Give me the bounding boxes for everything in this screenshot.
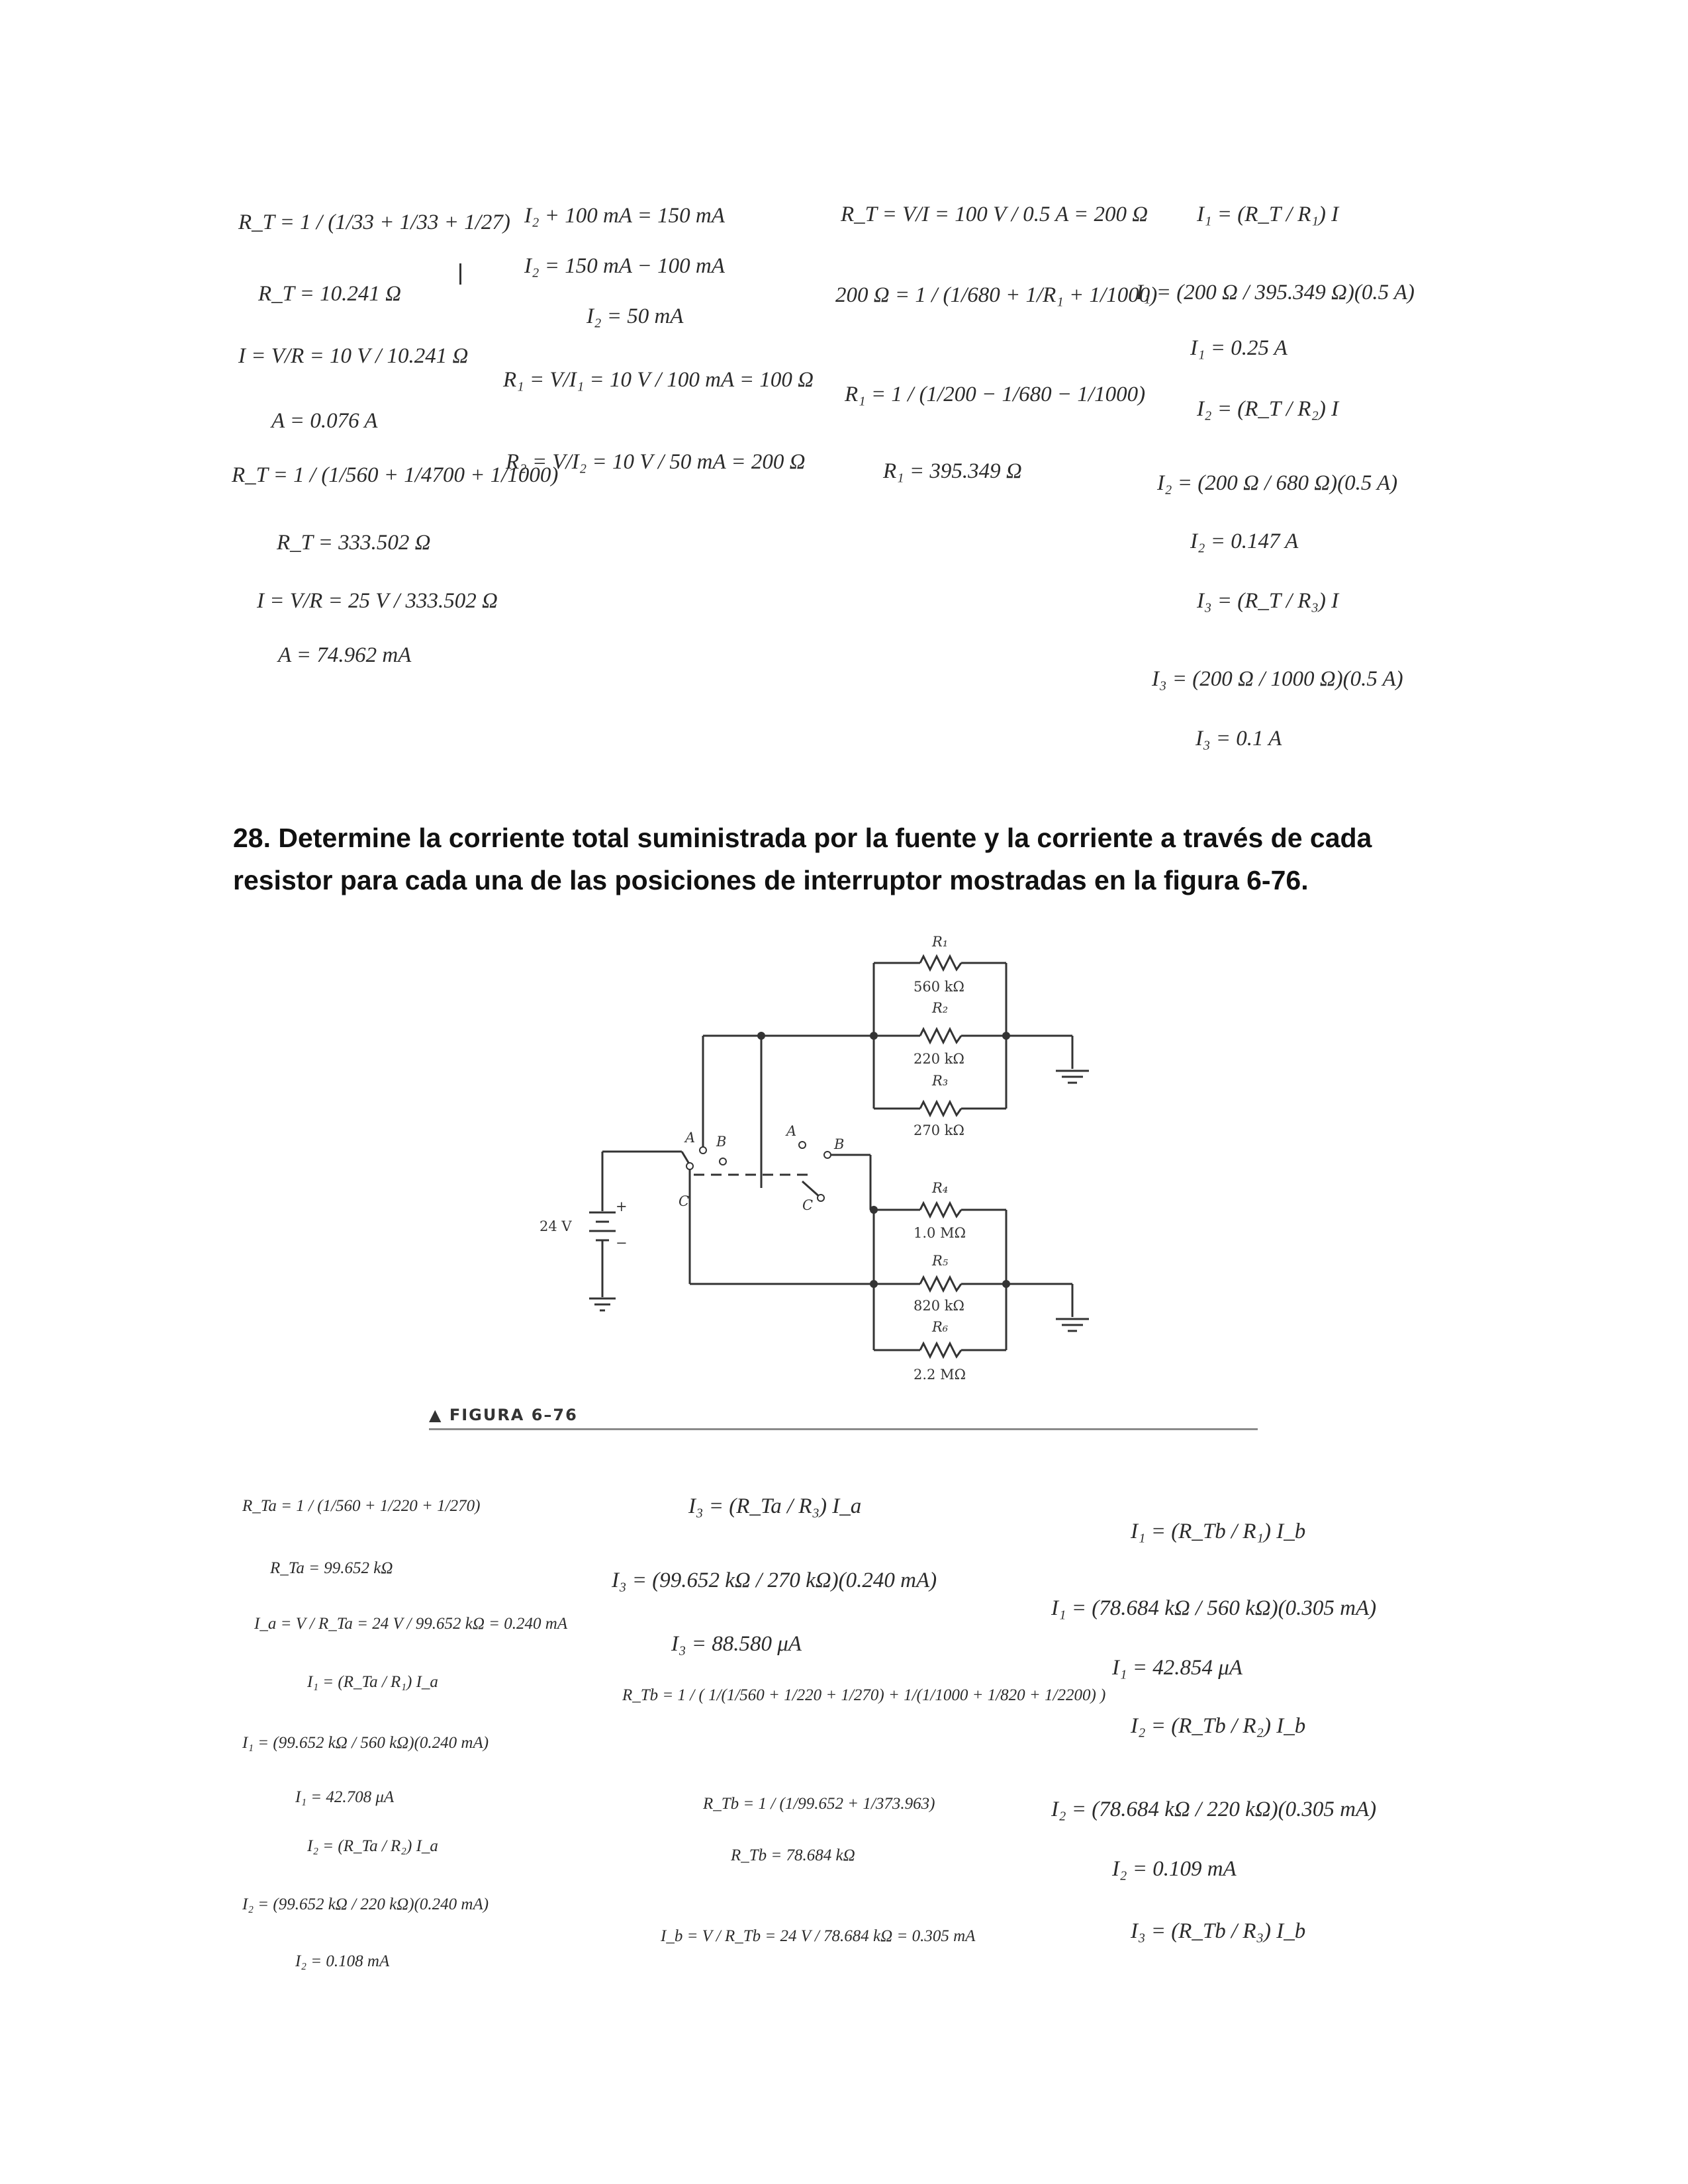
eq-b1c3-3: R₁ = 395.349 Ω (883, 459, 1022, 483)
eq-b1c4-5: I₂ = 0.147 A (1190, 529, 1299, 553)
figure-rule (429, 1428, 1258, 1430)
eq-b2c3-6: I₃ = (R_Tb / R₃) I_b (1131, 1919, 1306, 1943)
separator-mark (459, 263, 461, 285)
eq-b2c1-4: I₁ = (99.652 kΩ / 560 kΩ)(0.240 mA) (242, 1734, 489, 1752)
switch1-label-a: A (685, 1130, 696, 1146)
problem-heading: 28. Determine la corriente total suministrada por la fuente y la corriente a través de cada resistor para cada una de las posiciones de interruptor mostradas en la figura 6-76. (233, 823, 1372, 895)
switch2-label-b: B (834, 1136, 845, 1152)
eq-b1c4-1: I₁ = (200 Ω / 395.349 Ω)(0.5 A) (1136, 281, 1415, 304)
eq-b1c4-3: I₂ = (R_T / R₂) I (1197, 397, 1339, 421)
eq-b2c2-3: R_Tb = 1 / ( 1/(1/560 + 1/220 + 1/270) + 1/(1/1000 + 1/820 + 1/2200) ) (622, 1686, 1106, 1704)
eq-b1c1-5: R_T = 333.502 Ω (277, 531, 431, 555)
eq-b1c1-4: R_T = 1 / (1/560 + 1/4700 + 1/1000) (232, 463, 559, 487)
eq-b1c4-2: I₁ = 0.25 A (1190, 336, 1288, 360)
eq-b2c1-8: I₂ = 0.108 mA (295, 1952, 390, 1970)
eq-b1c1-7: A = 74.962 mA (278, 643, 412, 667)
r6-value: 2.2 MΩ (914, 1367, 966, 1383)
eq-b2c2-5: R_Tb = 78.684 kΩ (731, 1846, 855, 1864)
eq-b1c2-3: R₁ = V/I₁ = 10 V / 100 mA = 100 Ω (503, 368, 814, 392)
r5-name: R₅ (932, 1253, 949, 1269)
r1-name: R₁ (932, 934, 949, 950)
eq-b2c3-2: I₁ = 42.854 μA (1112, 1656, 1243, 1680)
eq-b2c1-2: I_a = V / R_Ta = 24 V / 99.652 kΩ = 0.240 mA (254, 1615, 568, 1633)
eq-b1c3-1: 200 Ω = 1 / (1/680 + 1/R₁ + 1/1000) (835, 283, 1158, 307)
eq-b2c1-7: I₂ = (99.652 kΩ / 220 kΩ)(0.240 mA) (242, 1895, 489, 1913)
eq-b1c4-4: I₂ = (200 Ω / 680 Ω)(0.5 A) (1157, 471, 1398, 495)
r2-name: R₂ (932, 1000, 949, 1016)
r1-value: 560 kΩ (914, 979, 964, 995)
svg-text:+: + (616, 1199, 628, 1214)
eq-b2c3-0: I₁ = (R_Tb / R₁) I_b (1131, 1520, 1306, 1543)
eq-b1c1-1: R_T = 10.241 Ω (258, 282, 402, 306)
svg-text:−: − (616, 1235, 628, 1251)
eq-b2c2-6: I_b = V / R_Tb = 24 V / 78.684 kΩ = 0.305 mA (661, 1927, 976, 1945)
eq-b2c1-5: I₁ = 42.708 μA (295, 1788, 395, 1806)
eq-b1c3-2: R₁ = 1 / (1/200 − 1/680 − 1/1000) (845, 383, 1146, 406)
eq-b2c1-1: R_Ta = 99.652 kΩ (270, 1559, 393, 1577)
eq-b2c1-3: I₁ = (R_Ta / R₁) I_a (307, 1673, 438, 1691)
eq-b2c3-3: I₂ = (R_Tb / R₂) I_b (1131, 1714, 1306, 1738)
eq-b1c2-0: I₂ + 100 mA = 150 mA (524, 204, 725, 228)
eq-b1c4-8: I₃ = 0.1 A (1196, 727, 1282, 751)
eq-b2c1-0: R_Ta = 1 / (1/560 + 1/220 + 1/270) (242, 1497, 481, 1515)
r6-name: R₆ (932, 1319, 949, 1335)
eq-b2c3-1: I₁ = (78.684 kΩ / 560 kΩ)(0.305 mA) (1051, 1596, 1377, 1620)
eq-b1c2-2: I₂ = 50 mA (586, 304, 684, 328)
r4-value: 1.0 MΩ (914, 1225, 966, 1241)
switch1-label-b: B (716, 1134, 727, 1150)
eq-b2c3-4: I₂ = (78.684 kΩ / 220 kΩ)(0.305 mA) (1051, 1797, 1377, 1821)
eq-b1c2-4: R₂ = V/I₂ = 10 V / 50 mA = 200 Ω (506, 450, 806, 474)
switch1-label-c: C (679, 1193, 690, 1209)
eq-b2c3-5: I₂ = 0.109 mA (1112, 1857, 1237, 1881)
switch2-label-c: C (802, 1197, 814, 1213)
eq-b1c1-0: R_T = 1 / (1/33 + 1/33 + 1/27) (238, 210, 510, 234)
eq-b1c2-1: I₂ = 150 mA − 100 mA (524, 254, 725, 278)
source-label: 24 V (539, 1218, 572, 1234)
eq-b1c4-6: I₃ = (R_T / R₃) I (1197, 589, 1339, 613)
r4-name: R₄ (932, 1180, 949, 1196)
eq-b1c4-0: I₁ = (R_T / R₁) I (1197, 203, 1339, 226)
eq-b2c2-2: I₃ = 88.580 μA (671, 1632, 802, 1656)
figure-caption: ▲ FIGURA 6–76 (429, 1406, 578, 1424)
eq-b1c1-6: I = V/R = 25 V / 333.502 Ω (257, 589, 498, 613)
switch2-label-a: A (786, 1123, 797, 1139)
eq-b2c1-6: I₂ = (R_Ta / R₂) I_a (307, 1837, 438, 1855)
eq-b2c2-1: I₃ = (99.652 kΩ / 270 kΩ)(0.240 mA) (612, 1569, 937, 1592)
eq-b2c2-0: I₃ = (R_Ta / R₃) I_a (688, 1494, 862, 1518)
r3-name: R₃ (932, 1073, 949, 1089)
r2-value: 220 kΩ (914, 1051, 964, 1067)
eq-b1c3-0: R_T = V/I = 100 V / 0.5 A = 200 Ω (841, 203, 1149, 226)
eq-b1c4-7: I₃ = (200 Ω / 1000 Ω)(0.5 A) (1152, 667, 1403, 691)
eq-b1c1-2: I = V/R = 10 V / 10.241 Ω (238, 344, 469, 368)
r5-value: 820 kΩ (914, 1298, 964, 1314)
eq-b2c2-4: R_Tb = 1 / (1/99.652 + 1/373.963) (703, 1795, 935, 1813)
eq-b1c1-3: A = 0.076 A (271, 409, 378, 433)
r3-value: 270 kΩ (914, 1122, 964, 1138)
circuit-figure (516, 927, 1112, 1403)
